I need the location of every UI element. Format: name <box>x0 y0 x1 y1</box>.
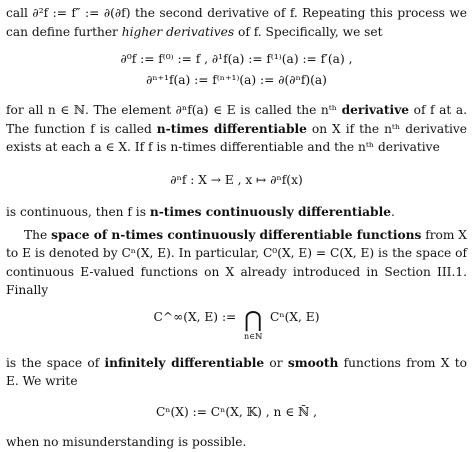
text-segment: is continuous, then f is <box>6 205 150 219</box>
paragraph-6: when no misunderstanding is possible. <box>6 435 247 449</box>
text-segment: functions from X to E. We write <box>6 355 467 388</box>
text-segment: of f. Specifically, we set <box>234 24 383 39</box>
term-derivative: derivative <box>341 103 410 117</box>
equation-1: ∂⁰f := f⁽⁰⁾ := f , ∂¹f(a) := f⁽¹⁾(a) := f′(a) , <box>120 52 353 66</box>
paragraph-5 <box>6 354 467 391</box>
text-segment: on X if the nᵗʰ derivative exists at each a ∈ X. If f is n-times differentiable and the nᵗʰ derivative <box>6 121 467 154</box>
intersection-symbol: ⋂ <box>244 307 263 333</box>
emphasis-higher-derivatives: higher derivatives <box>121 24 235 39</box>
text-segment: of f at a. The function f is called <box>6 103 467 136</box>
equation-5: Cⁿ(X) := Cⁿ(X, 𝕂) , n ∈ ℕ̄ , <box>155 404 318 419</box>
text-line: call ∂²f := f″ := ∂(∂f) the second derivative of f. Repeating this process we can <box>6 6 467 39</box>
term-infinitely-differentiable: infinitely differentiable <box>104 355 265 370</box>
eq4-lhs: C^∞(X, E) := <box>153 309 237 324</box>
term-space-of-cn-functions: space of n-times continuously differentiable functions <box>51 227 422 242</box>
text-segment: The <box>24 227 52 242</box>
bigcap-operator <box>240 307 266 341</box>
paragraph-4 <box>6 226 467 300</box>
text-segment: define further <box>31 24 122 39</box>
text-segment: or <box>264 355 288 370</box>
paragraph-1 <box>6 4 467 41</box>
text-segment: is the space of <box>6 355 105 370</box>
text-segment: . <box>390 205 395 219</box>
paragraph-2 <box>6 101 467 157</box>
equation-4 <box>6 307 467 344</box>
text-segment: for all n ∈ ℕ. The element ∂ⁿf(a) ∈ E is called the nᵗʰ <box>6 103 342 117</box>
term-smooth: smooth <box>287 355 339 370</box>
term-n-times-differentiable: n-times differentiable <box>156 121 307 136</box>
intersection-index: n∈ℕ <box>243 331 263 341</box>
paragraph-3 <box>6 203 467 222</box>
eq4-rhs: Cⁿ(X, E) <box>270 309 320 324</box>
equation-2: ∂ⁿ⁺¹f(a) := f⁽ⁿ⁺¹⁾(a) := ∂(∂ⁿf)(a) <box>146 72 327 87</box>
term-n-times-continuously-differentiable: n-times continuously differentiable <box>149 205 391 219</box>
text-segment: from X to E is denoted by Cⁿ(X, E). In particular, C⁰(X, E) = C(X, E) is the space of continuous E-valued functions on X already introduced in Section III.1. Finally <box>6 227 467 297</box>
equation-3: ∂ⁿf : X → E , x ↦ ∂ⁿf(x) <box>170 172 303 187</box>
